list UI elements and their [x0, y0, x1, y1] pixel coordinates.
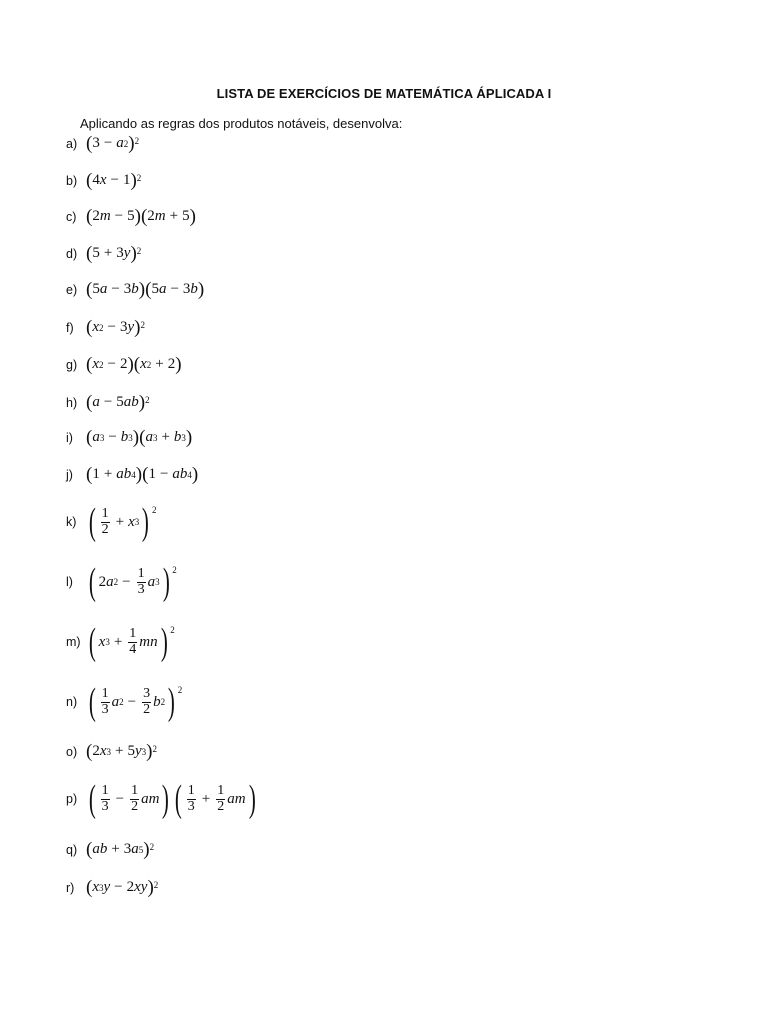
exercise-expression: ( 1 + ab 4 )( 1 − ab 4 )	[86, 464, 199, 485]
exercise-label: e)	[66, 282, 78, 297]
exercise-label: n)	[66, 695, 78, 709]
exercise-label: h)	[66, 395, 78, 410]
exercise-expression: ( ab + 3 a 5 ) 2	[86, 839, 155, 860]
exercise-p	[66, 780, 258, 818]
exercise-expression: ( x 2 − 2 )( x 2 + 2 )	[86, 354, 182, 375]
exercise-l	[66, 563, 177, 601]
exercise-expression: ( x 2 − 3 y ) 2	[86, 317, 145, 338]
exercise-o	[66, 742, 157, 761]
exercise-b	[66, 171, 141, 190]
exercise-k	[66, 503, 156, 541]
exercise-expression: ( 4 x − 1 ) 2	[86, 170, 142, 191]
exercise-expression: ( 2 m − 5 )( 2 m + 5 )	[86, 206, 196, 227]
page-title: LISTA DE EXERCÍCIOS DE MATEMÁTICA ÁPLICADA I	[216, 86, 552, 101]
exercise-expression: ( 3 − a 2 ) 2	[86, 133, 140, 154]
exercise-c	[66, 207, 196, 226]
exercise-label: q)	[66, 842, 78, 857]
exercise-e	[66, 280, 204, 299]
exercise-label: g)	[66, 357, 78, 372]
exercise-a	[66, 134, 139, 153]
exercise-r	[66, 878, 158, 897]
instruction-text: Aplicando as regras dos produtos notáveis, desenvolva:	[80, 116, 403, 131]
exercise-h	[66, 393, 150, 412]
exercise-label: j)	[66, 467, 73, 482]
exercise-label: r)	[66, 880, 75, 895]
exercise-label: l)	[66, 575, 73, 589]
exercise-label: d)	[66, 246, 78, 261]
exercise-n	[66, 683, 182, 721]
exercise-label: f)	[66, 320, 74, 335]
exercise-expression: ( x 3 y − 2 xy ) 2	[86, 877, 159, 898]
exercise-expression: ( a 3 − b 3 )( a 3 + b 3 )	[86, 427, 193, 448]
exercise-expression: ( x 3 + $\frac{1}{4}$ mn ) 2	[88, 621, 175, 663]
exercise-f	[66, 318, 145, 337]
exercise-label: c)	[66, 209, 77, 224]
exercise-j	[66, 465, 198, 484]
exercise-expression: ( a − 5 ab ) 2	[86, 392, 150, 413]
exercise-expression: ( 2 a 2 − $\frac{1}{3}$ a 3 ) 2	[88, 561, 177, 603]
exercise-expression: ( 5 a − 3 b )( 5 a − 3 b )	[86, 279, 205, 300]
exercise-label: b)	[66, 173, 78, 188]
exercise-expression: ( $\frac{1}{2}$ + x 3 ) 2	[88, 501, 157, 543]
exercise-m	[66, 623, 175, 661]
exercise-label: m)	[66, 635, 81, 649]
exercise-label: p)	[66, 792, 78, 806]
exercise-expression: ( 5 + 3 y ) 2	[86, 243, 142, 264]
exercise-label: k)	[66, 515, 77, 529]
exercise-i	[66, 428, 192, 447]
exercise-label: i)	[66, 430, 73, 445]
exercise-q	[66, 840, 154, 859]
exercise-label: a)	[66, 136, 78, 151]
exercise-expression: ( $\frac{1}{3}$ a 2 − $\frac{3}{2}$ b 2 ) 2	[88, 681, 183, 723]
exercise-label: o)	[66, 744, 78, 759]
exercise-g	[66, 355, 182, 374]
exercise-d	[66, 244, 141, 263]
exercise-expression: ( 2 x 3 + 5 y 3 ) 2	[86, 741, 157, 762]
exercise-expression: ( $\frac{1}{3}$ − $\frac{1}{2}$ am ) ( $\frac{1}{3}$ + $\frac{1}{2}$ am )	[88, 778, 256, 820]
